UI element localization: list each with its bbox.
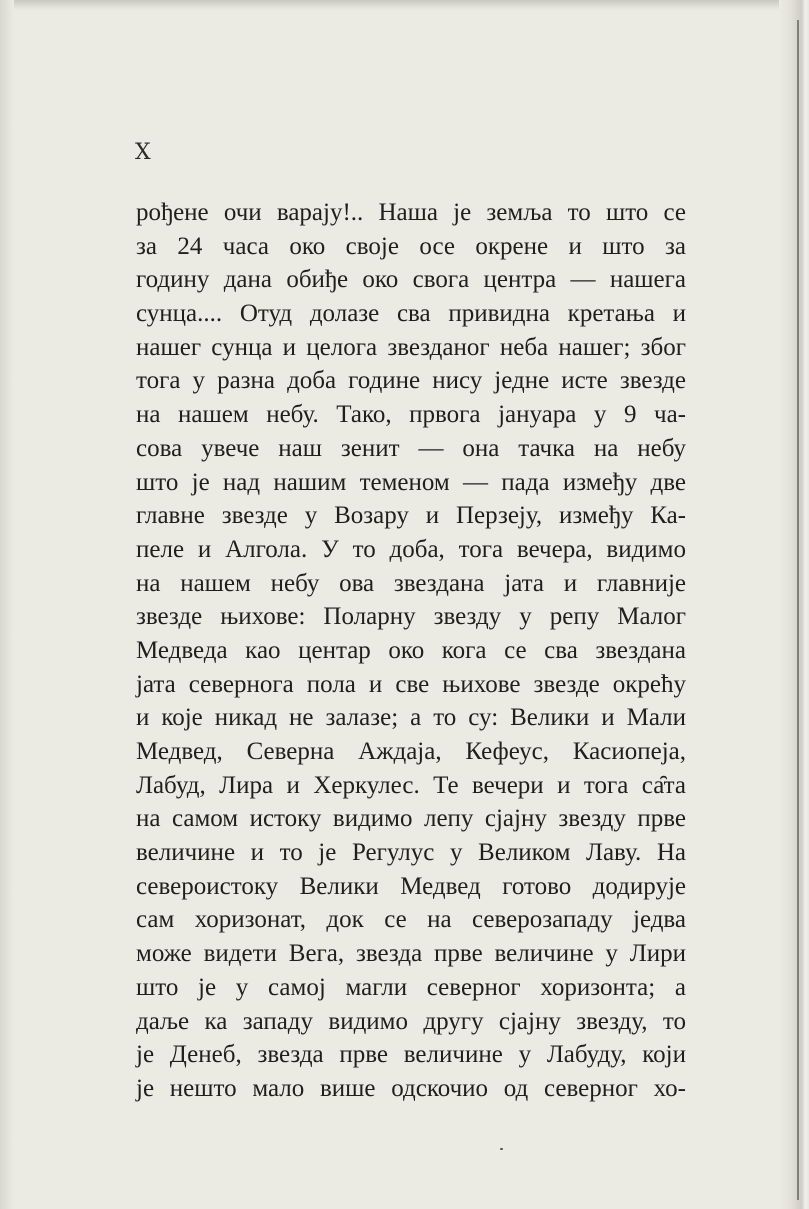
text-line-27: је нешто мало више одскочио од северног хо- [136, 1074, 686, 1102]
text-line-26: је Денеб, звезда прве величине у Лабуду, који [136, 1041, 686, 1069]
page-top-shadow [0, 0, 809, 10]
text-line-1: рођене очи варају!.. Наша је земља то што се [136, 199, 686, 226]
book-spine-edge [779, 0, 809, 1209]
text-line-6: тога у разна доба године нису једне исте звезде [136, 367, 686, 395]
ink-speck [500, 1148, 503, 1150]
text-line-12: на нашем небу ова звездана јата и главније [136, 569, 686, 597]
body-text [136, 196, 686, 1106]
text-line-13: звезде њихове: Поларну звезду у репу Малог [136, 603, 686, 631]
text-line-21: североистоку Велики Медвед готово додирује [136, 872, 686, 900]
text-line-22: сам хоризонат, док се на северозападу једва [136, 906, 686, 934]
text-line-18: Лабуд, Лира и Херкулес. Те вечери и тога са̑та [136, 771, 686, 799]
text-line-25: даље ка западу видимо другу сјајну звезду, то [136, 1007, 686, 1035]
text-line-17: Медвед, Северна Аждаја, Кефеус, Касиопеја, [136, 738, 686, 765]
text-line-5: нашег сунца и целога звезданог неба нашег; због [136, 333, 686, 361]
text-line-24: што је у самој магли северног хоризонта; а [136, 973, 686, 1001]
text-line-10: главне звезде у Возару и Перзеју, између Ка- [136, 502, 686, 530]
spine-line [797, 20, 799, 1200]
text-line-8: сова увече наш зенит — она тачка на небу [136, 434, 686, 462]
page-left-shadow [0, 0, 14, 1209]
text-line-4: сунца.... Отуд долазе сва привидна кретања и [136, 300, 686, 328]
text-line-16: и које никад не залазе; а то су: Велики и Мали [136, 704, 686, 732]
text-line-11: пеле и Алгола. У то доба, тога вечера, видимо [136, 535, 686, 563]
text-line-23: може видети Вега, звезда прве величине у Лири [136, 940, 686, 968]
text-line-20: величине и то је Регулус у Великом Лаву. На [136, 839, 686, 867]
text-line-2: за 24 часа око своје осе окрене и што за [136, 232, 686, 260]
text-line-9: што је над нашим теменом — пада између две [136, 468, 686, 496]
text-line-3: годину дана обиђе око свога центра — нашега [136, 266, 686, 294]
text-line-15: јата севернога пола и све њихове звезде окрећу [136, 670, 686, 698]
page-number: X [135, 140, 152, 165]
text-line-19: на самом истоку видимо лепу сјајну звезду прве [136, 805, 686, 833]
text-line-14: Медведа као центар око кога се сва звездана [136, 636, 686, 664]
text-line-7: на нашем небу. Тако, првога јануара у 9 ча- [136, 401, 686, 429]
